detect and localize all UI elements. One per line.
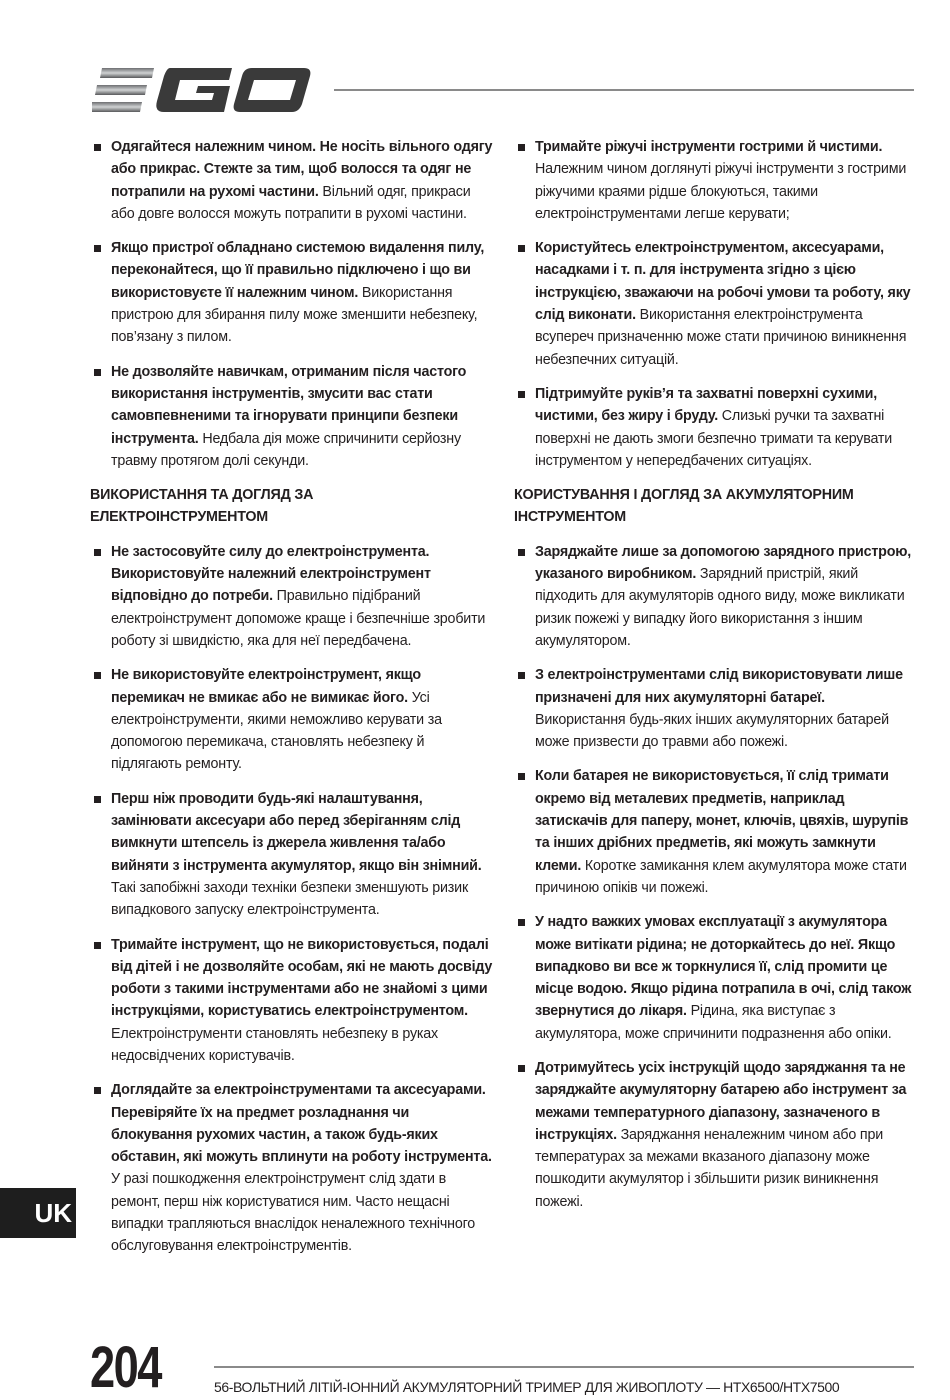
item-text: Такі запобіжні заходи техніки безпеки зменшують ризик випадкового запуску електроінструмента. — [111, 879, 468, 919]
list-item — [514, 911, 916, 1045]
language-label: UK — [34, 1198, 72, 1228]
footer-title: 56-ВОЛЬТНИЙ ЛІТІЙ-ІОННИЙ АКУМУЛЯТОРНИЙ ТРИМЕР ДЛЯ ЖИВОПЛОТУ — HTX6500/HTX7500 — [214, 1379, 840, 1395]
bullet-icon — [518, 245, 525, 252]
right-column — [514, 136, 916, 1225]
item-text: У разі пошкодження електроінструмент слід здати в ремонт, перш ніж користуватися ним. Часто нещасні випадки трапляються внаслідок неналежного технічного обслуговування електроінструментів. — [111, 1171, 476, 1255]
ego-logo — [92, 66, 312, 116]
item-text: Належним чином доглянуті ріжучі інструменти з гострими ріжучими краями рідше блокуються, такими електроінструментами легше керувати; — [535, 161, 907, 222]
list-item — [90, 788, 494, 922]
bullet-icon — [518, 773, 525, 780]
list-item — [514, 136, 916, 225]
item-bold-text: Коли батарея не використовується, її слід тримати окремо від металевих предметів, наприклад затискачів для паперу, монет, ключів, цвяхів, шурупів та інших дрібних предметів, які можуть замкнути клеми. — [535, 768, 909, 874]
item-bold-text: Одягайтеся належним чином. Не носіть вільного одягу або прикрас. Стежте за тим, щоб волосся та одяг не потрапили на рухомі частини. — [111, 139, 493, 200]
list-item — [514, 541, 916, 652]
item-text: Використання будь-яких інших акумуляторних батарей може призвести до травми або пожежі. — [535, 711, 889, 751]
list-item — [90, 237, 494, 348]
bullet-icon — [518, 549, 525, 556]
section-heading: ВИКОРИСТАННЯ ТА ДОГЛЯД ЗА ЕЛЕКТРОІНСТРУМЕНТОМ — [90, 487, 314, 526]
bullet-icon — [518, 391, 525, 398]
item-bold-text: Не застосовуйте силу до електроінструмента. Використовуйте належний електроінструмент відповідно до потреби. — [111, 543, 431, 605]
item-bold-text: Якщо пристрої обладнано системою видалення пилу, переконайтеся, що її правильно підключено і що ви використовуєте її належним чином. — [111, 240, 485, 301]
item-text: Правильно підібраний електроінструмент допоможе краще і безпечніше зробити роботу зі швидкістю, яка для неї передбачена. — [111, 588, 486, 649]
bullet-icon — [94, 144, 101, 151]
list-item — [90, 136, 494, 225]
item-bold-text: З електроінструментами слід використовувати лише призначені для них акумуляторні батареї. — [535, 667, 903, 706]
item-bold-text: Тримайте ріжучі інструменти гострими й чистими. — [535, 139, 883, 155]
bullet-icon — [94, 796, 101, 803]
item-text: Рідина, яка виступає з акумулятора, може спричинити подразнення або опіки. — [535, 1003, 892, 1042]
item-bold-text: Не використовуйте електроінструмент, якщо перемикач не вмикає або не вимикає його. — [111, 667, 421, 706]
list-item — [514, 664, 916, 753]
bullet-icon — [518, 144, 525, 151]
footer-rule — [214, 1366, 914, 1368]
item-text: Заряджання неналежним чином або при температурах за межами вказаного діапазону може пошкодити акумулятор і збільшити ризик виникнення пожежі. — [535, 1126, 883, 1210]
page-number: 204 — [90, 1335, 161, 1400]
bullet-icon — [94, 549, 101, 556]
item-text: Електроінструменти становлять небезпеку в руках недосвідчених користувачів. — [111, 1025, 438, 1064]
bullet-icon — [94, 942, 101, 949]
header-rule — [334, 89, 914, 91]
language-tab — [0, 1188, 76, 1238]
bullet-icon — [518, 672, 525, 679]
item-bold-text: Підтримуйте руків’я та захватні поверхні сухими, чистими, без жиру і бруду. — [535, 385, 878, 425]
item-bold-text: Доглядайте за електроінструментами та аксесуарами. Перевіряйте їх на предмет розладнання чи блокування рухомих частин, а також будь-яких обставин, які можуть вплинути на роботу інструмента. — [111, 1082, 492, 1166]
bullet-icon — [94, 1087, 101, 1094]
bullet-icon — [94, 245, 101, 252]
left-column — [90, 136, 494, 1270]
list-item — [90, 1079, 494, 1257]
bullet-icon — [94, 369, 101, 376]
item-bold-text: У надто важких умовах експлуатації з акумулятора може витікати рідина; не доторкайтесь до неї. Якщо випадково ви все ж торкнулися її, слід промити це місце водою. Якщо рідина потрапила в очі, слід також звернутися до лікаря. — [535, 914, 912, 1020]
item-bold-text: Перш ніж проводити будь-які налаштування, замінювати аксесуари або перед зберіганням слід вимкнути штепсель із джерела живлення та/або вийняти з інструмента акумулятор, якщо він знімний. — [111, 790, 482, 874]
item-bold-text: Тримайте інструмент, що не використовується, подалі від дітей і не дозволяйте особам, які не мають досвіду роботи з такими інструментами або не знайомі з цими інструкціями, користуватись електроінструментом. — [111, 936, 493, 1020]
item-text: Коротке замикання клем акумулятора може стати причиною опіків чи пожежі. — [535, 857, 907, 896]
item-bold-text: Користуйтесь електроінструментом, аксесуарами, насадками і т. п. для інструмента згідно з цією інструкцією, зважаючи на робочі умови та роботу, яку слід виконати. — [535, 240, 911, 324]
list-item — [514, 1057, 916, 1213]
item-bold-text: Не дозволяйте навичкам, отриманим після частого використання інструментів, змусити вас стати самовпевненими та ігнорувати принципи безпеки інструмента. — [111, 363, 467, 447]
bullet-icon — [518, 1065, 525, 1072]
bullet-icon — [94, 672, 101, 679]
item-text: Використання електроінструмента всупереч призначенню може стати причиною виникнення небезпечних ситуацій. — [535, 307, 907, 368]
list-item — [90, 934, 494, 1068]
list-item — [90, 664, 494, 775]
list-item — [514, 765, 916, 899]
item-bold-text: Дотримуйтесь усіх інструкцій щодо заряджання та не заряджайте акумуляторну батарею або інструмент за межами температурного діапазону, зазначеного в інструкціях. — [535, 1059, 907, 1143]
list-item — [514, 383, 916, 472]
list-item — [90, 541, 494, 652]
item-text: Вільний одяг, прикраси або довге волосся можуть потрапити в рухомі частини. — [111, 183, 471, 222]
section-heading: КОРИСТУВАННЯ І ДОГЛЯД ЗА АКУМУЛЯТОРНИМ ІНСТРУМЕНТОМ — [514, 487, 854, 526]
item-text: Недбала дія може спричинити серйозну травму протягом долі секунди. — [111, 430, 461, 469]
list-item — [514, 237, 916, 371]
item-text: Зарядний пристрій, який підходить для акумуляторів одного виду, може викликати ризик пожежі у випадку його використання з іншим акумулятором. — [535, 566, 905, 649]
list-item — [90, 361, 494, 472]
item-text: Слизькі ручки та захватні поверхні не дають змоги безпечно тримати та керувати інструментом у непередбачених ситуаціях. — [535, 408, 893, 469]
item-bold-text: Заряджайте лише за допомогою зарядного пристрою, указаного виробником. — [535, 543, 912, 583]
item-text: Усі електроінструменти, якими неможливо керувати за допомогою перемикача, становлять небезпеку й підлягають ремонту. — [111, 689, 442, 773]
item-text: Використання пристрою для збирання пилу може зменшити небезпеку, пов’язану з пилом. — [111, 284, 478, 346]
bullet-icon — [518, 919, 525, 926]
